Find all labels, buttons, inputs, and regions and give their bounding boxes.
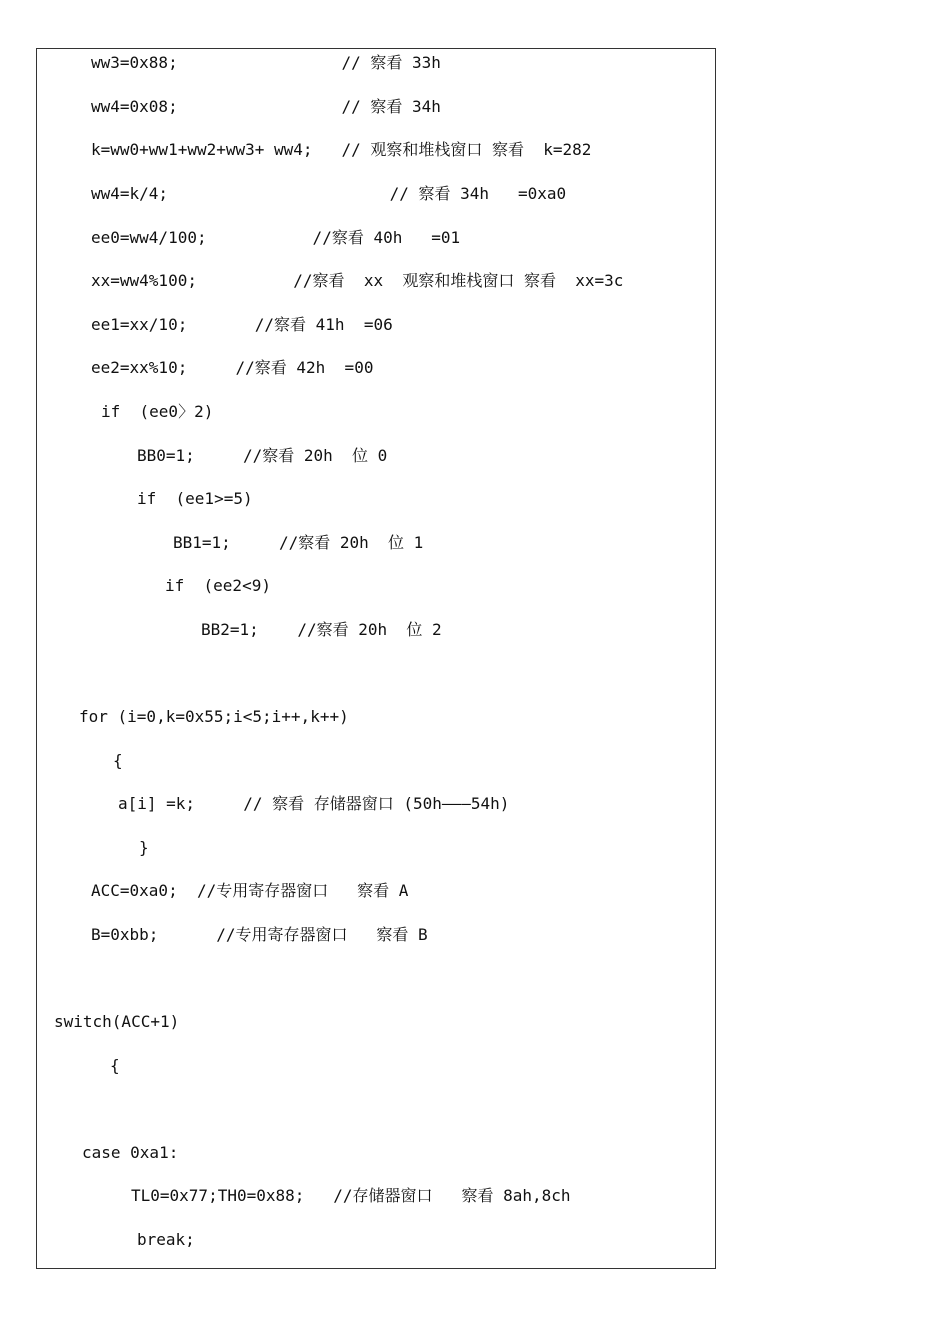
code-line-8: ee2=xx%10; //察看 42h =00 [91, 358, 374, 377]
code-line-23: case 0xa1: [82, 1143, 179, 1162]
code-line-20: B=0xbb; //专用寄存器窗口 察看 B [91, 925, 428, 944]
code-line-9: if (ee0〉2) [101, 402, 214, 421]
code-line-6: xx=ww4%100; //察看 xx 观察和堆栈窗口 察看 xx=3c [91, 271, 624, 290]
code-line-12: BB1=1; //察看 20h 位 1 [173, 533, 424, 552]
code-line-22: { [110, 1056, 120, 1075]
code-line-21: switch(ACC+1) [54, 1012, 180, 1031]
code-line-2: ww4=0x08; // 察看 34h [91, 97, 441, 116]
code-line-13: if (ee2<9) [165, 576, 271, 595]
code-line-19: ACC=0xa0; //专用寄存器窗口 察看 A [91, 881, 409, 900]
code-line-14: BB2=1; //察看 20h 位 2 [201, 620, 442, 639]
code-line-7: ee1=xx/10; //察看 41h =06 [91, 315, 393, 334]
code-line-17: a[i] =k; // 察看 存储器窗口 (50h———54h) [118, 794, 510, 813]
code-line-11: if (ee1>=5) [137, 489, 253, 508]
code-line-16: { [113, 751, 123, 770]
code-line-1: ww3=0x88; // 察看 33h [91, 53, 441, 72]
code-line-25: break; [137, 1230, 195, 1249]
code-line-4: ww4=k/4; // 察看 34h =0xa0 [91, 184, 567, 203]
code-line-18: } [139, 838, 149, 857]
code-line-3: k=ww0+ww1+ww2+ww3+ ww4; // 观察和堆栈窗口 察看 k=282 [91, 140, 592, 159]
code-line-24: TL0=0x77;TH0=0x88; //存储器窗口 察看 8ah,8ch [131, 1186, 571, 1205]
code-line-15: for (i=0,k=0x55;i<5;i++,k++) [79, 707, 349, 726]
code-line-10: BB0=1; //察看 20h 位 0 [137, 446, 388, 465]
code-line-5: ee0=ww4/100; //察看 40h =01 [91, 228, 461, 247]
